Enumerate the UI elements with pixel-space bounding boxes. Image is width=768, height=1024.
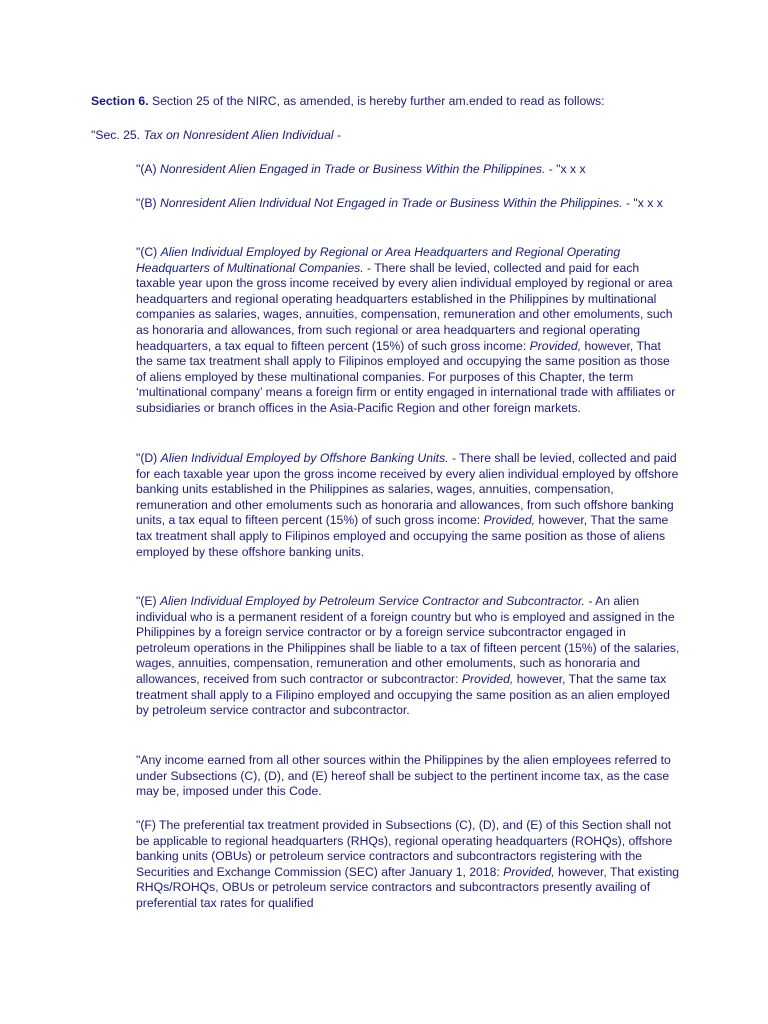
any-income-paragraph <box>136 753 681 800</box>
subsection-b <box>136 196 681 212</box>
subsection-e-title: Alien Individual Employed by Petroleum Service Contractor and Subcontractor. <box>159 594 585 608</box>
subsection-a-prefix: "(A) <box>136 162 160 176</box>
subsection-d <box>136 451 681 560</box>
subsection-c-provided: Provided, <box>529 338 582 353</box>
subsection-e-prefix: "(E) <box>136 594 160 608</box>
subsection-c-text-2: however, That the same tax treatment shall apply to Filipinos employed and occupying the same position as those of aliens employed by these multinational companies. For purposes of this Chapter, the term ‘multinational company’ means a foreign firm or entity engaged in international trade with affiliates or subsidiaries or branch offices in the Asia-Pacific Region and other foreign markets. <box>136 338 676 415</box>
subsection-e-provided: Provided, <box>461 671 514 686</box>
subsection-e <box>136 594 681 719</box>
subsection-a-text: - "x x x <box>545 162 586 176</box>
subsection-a <box>136 162 681 178</box>
subsection-c-title: Alien Individual Employed by Regional or Area Headquarters and Regional Operating Headquarters of Multinational Companies. <box>136 245 621 275</box>
subsection-b-title: Nonresident Alien Individual Not Engaged in Trade or Business Within the Philippines. <box>159 196 623 210</box>
subsection-f-text-2: however, That existing RHQs/ROHQs, OBUs or petroleum service contractors and subcontractors presently availing of preferential tax rates for qualified <box>136 864 680 910</box>
subsection-d-text-1: - There shall be levied, collected and paid for each taxable year upon the gross income received by every alien individual employed by offshore banking units established in the Philippines as salaries, wages, annuities, compensation, remuneration and other emoluments such as honoraria and allowances, from such offshore banking units, a tax equal to fifteen percent (15%) of such gross income: <box>136 451 679 528</box>
section-intro-text: Section 25 of the NIRC, as amended, is hereby further am.ended to read as follows: <box>148 94 605 108</box>
subsection-b-text: - "x x x <box>622 196 663 210</box>
subsection-f <box>136 818 681 912</box>
sec-25-suffix: - <box>333 128 342 142</box>
subsection-c-prefix: "(C) <box>136 245 161 259</box>
subsection-d-provided: Provided, <box>483 513 536 528</box>
subsection-d-prefix: "(D) <box>136 451 161 465</box>
sec-25-heading <box>91 128 751 144</box>
section-6-intro <box>91 94 751 110</box>
subsection-e-text-2: however, That the same tax treatment shall apply to a Filipino employed and occupying the same position as an alien employed by petroleum service contractor and subcontractor. <box>136 671 670 718</box>
sec-25-prefix: "Sec. 25. <box>91 128 144 142</box>
section-number: Section 6. <box>91 94 149 108</box>
subsection-e-text-1: - An alien individual who is a permanent resident of a foreign country but who is employed and assigned in the Philippines by a foreign service contractor or by a foreign service subcontractor engaged in petroleum operations in the Philippines shall be liable to a tax of fifteen percent (15%) of the salaries, wages, annuities, compensation, remuneration and other emoluments, such as honoraria and allowances, received from such contractor or subcontractor: <box>136 594 680 686</box>
subsection-f-text-1: "(F) The preferential tax treatment provided in Subsections (C), (D), and (E) of this Section shall not be applicable to regional headquarters (RHQs), regional operating headquarters (ROHQs), offshore banking units (OBUs) or petroleum service contractors and subcontractors registering with the Securities and Exchange Commission (SEC) after January 1, 2018: <box>136 818 673 879</box>
subsection-d-title: Alien Individual Employed by Offshore Banking Units. <box>160 451 449 465</box>
subsection-d-text-2: however, That the same tax treatment shall apply to Filipinos employed and occupying the same position as those of aliens employed by these offshore banking units. <box>136 513 669 559</box>
subsection-c-text-1: - There shall be levied, collected and paid for each taxable year upon the gross income received by every alien individual employed by regional or area headquarters and regional operating headquarters established in the Philippines by multinational companies as salaries, wages, annuities, compensation, remuneration and other emoluments, such as honoraria and allowances, from such regional or area headquarters and regional operating headquarters, a tax equal to fifteen percent (15%) of such gross income: <box>136 260 673 353</box>
subsection-c <box>136 245 681 417</box>
subsection-f-provided: Provided, <box>503 864 555 879</box>
sec-25-title: Tax on Nonresident Alien Individual <box>143 128 334 142</box>
subsection-a-title: Nonresident Alien Engaged in Trade or Business Within the Philippines. <box>159 162 546 176</box>
any-income-text: "Any income earned from all other sources within the Philippines by the alien employees referred to under Subsections (C), (D), and (E) hereof shall be subject to the pertinent income tax, as the case may be, imposed under this Code. <box>136 753 671 799</box>
subsection-b-prefix: "(B) <box>136 196 160 210</box>
